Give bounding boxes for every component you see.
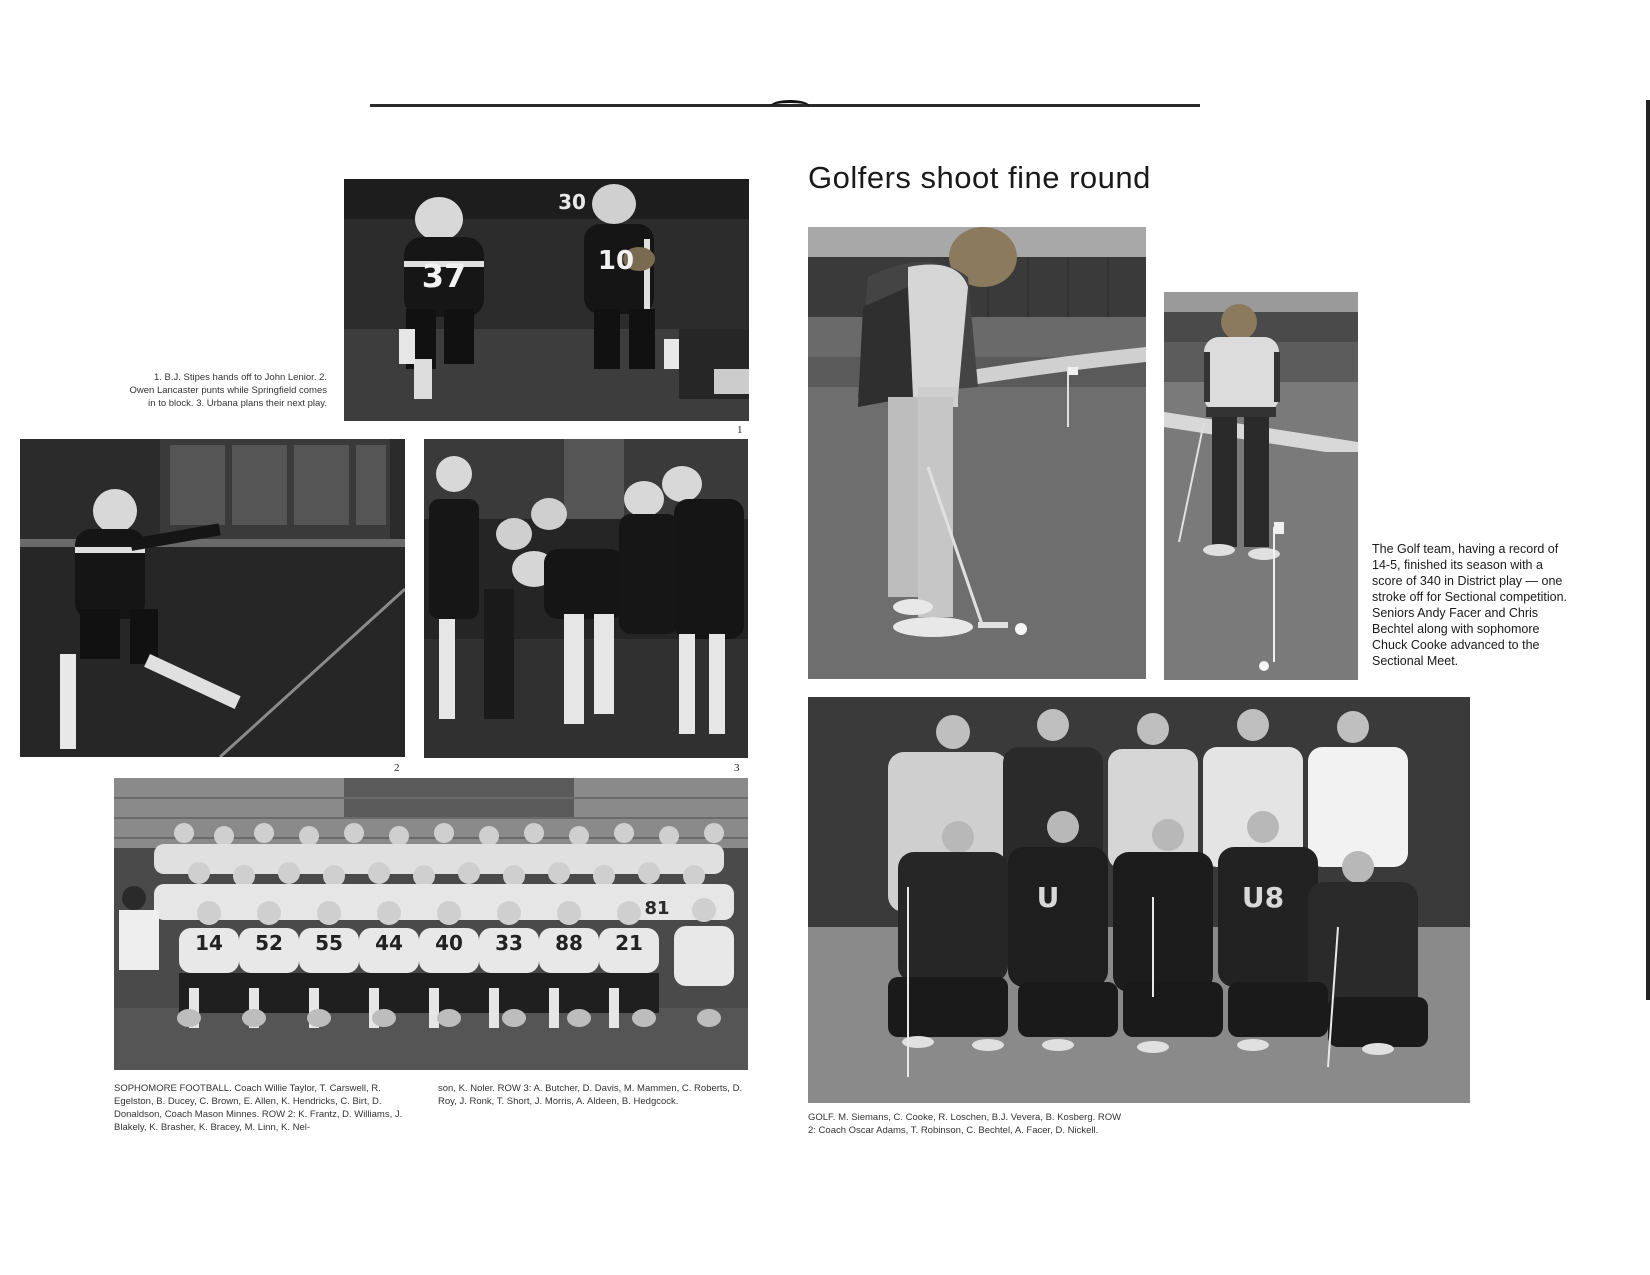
jersey-number-52: 52	[255, 931, 283, 955]
photo-number-1: 1	[737, 424, 743, 436]
jacket-letter-u8: U8	[1241, 881, 1285, 914]
jersey-number-21: 21	[615, 931, 643, 955]
caption-sophomore-football-col1: SOPHOMORE FOOTBALL. Coach Willie Taylor, T. Carswell, R. Egelston, B. Ducey, C. Brown, E. Allen, K. Hendricks, C. Birt, D. Donaldson, Coach Mason Minnes. ROW 2: K. Frantz, D. Williams, J. Blakely, K. Brasher, K. Bracey, M. Linn, K. Nel-	[114, 1083, 403, 1133]
jersey-number-33: 33	[495, 931, 523, 955]
jersey-number-37: 37	[421, 257, 467, 295]
page-right-edge	[1646, 100, 1650, 1000]
caption-golf-team: GOLF. M. Siemans, C. Cooke, R. Loschen, B.J. Vevera, B. Kosberg. ROW 2: Coach Oscar Adams, T. Robinson, C. Bechtel, A. Facer, D. Nickell.	[808, 1112, 1122, 1136]
photo-number-2: 2	[394, 762, 400, 774]
jersey-number-10: 10	[597, 246, 635, 276]
photo-number-3: 3	[734, 762, 740, 774]
page-headline: Golfers shoot fine round	[808, 160, 1151, 195]
jacket-letter-u: U	[1036, 881, 1060, 914]
binding-gutter-mark	[770, 100, 810, 113]
jersey-number-88: 88	[555, 931, 583, 955]
caption-sophomore-football-col2: son, K. Noler. ROW 3: A. Butcher, D. Davis, M. Mammen, C. Roberts, D. Roy, J. Ronk, T. Short, J. Morris, A. Aldeen, B. Hedgcock.	[438, 1083, 743, 1107]
jersey-number-30: 30	[558, 190, 586, 214]
photo-punt	[20, 439, 405, 757]
jersey-number-40: 40	[435, 931, 463, 955]
jersey-number-55: 55	[315, 931, 343, 955]
caption-football-action: 1. B.J. Stipes hands off to John Lenior. 2. Owen Lancaster punts while Springfield comes in to block. 3. Urbana plans their next play.	[129, 372, 327, 409]
photo-huddle	[424, 439, 748, 758]
photo-sophomore-football-team	[114, 778, 748, 1070]
jersey-number-44: 44	[375, 931, 403, 955]
jersey-number-14: 14	[195, 931, 223, 955]
golf-story-body: The Golf team, having a record of 14-5, finished its season with a score of 340 in District play — one stroke off for Sectional competition. Seniors Andy Facer and Chris Bechtel along with sophomore Chuck Cooke advanced to the Sectional Meet.	[1372, 542, 1568, 668]
photo-handoff	[344, 179, 749, 421]
photo-golfer-putting	[808, 227, 1146, 679]
jersey-number-81: 81	[644, 898, 670, 919]
photo-golf-team	[808, 697, 1470, 1103]
photo-golfer-watching	[1164, 292, 1358, 680]
